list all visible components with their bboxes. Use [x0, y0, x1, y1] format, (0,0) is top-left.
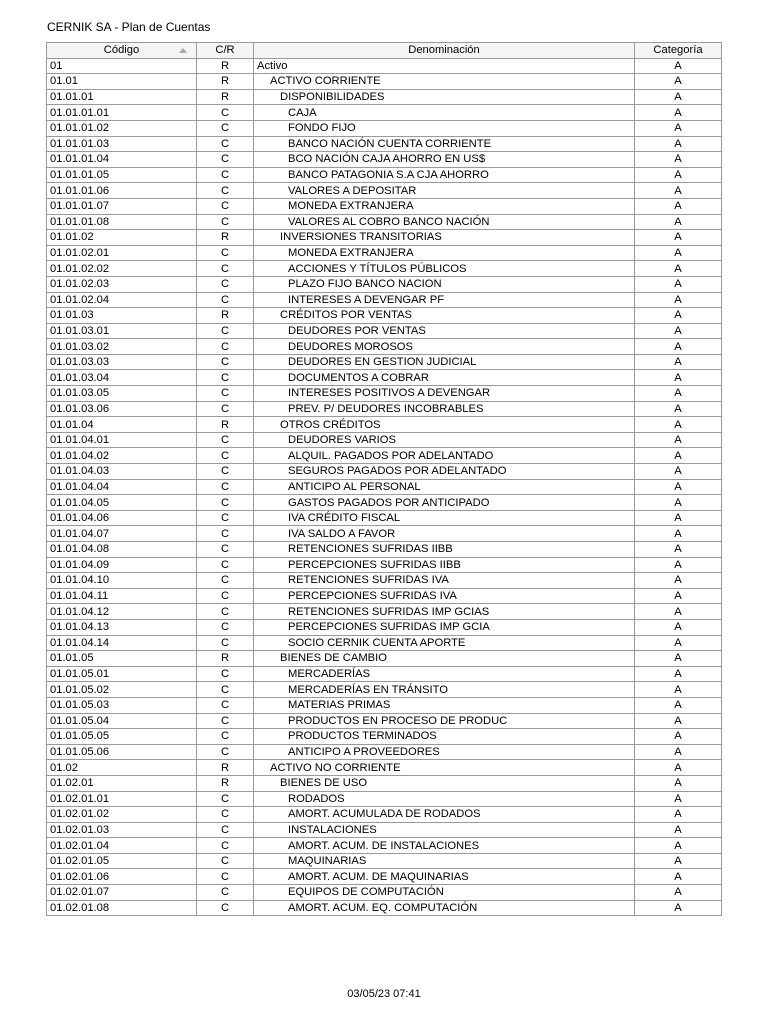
cell-categoria: A — [635, 697, 722, 713]
column-header-codigo[interactable] — [47, 43, 197, 59]
table-row[interactable] — [47, 136, 722, 152]
cell-categoria: A — [635, 214, 722, 230]
cell-categoria: A — [635, 885, 722, 901]
cell-code: 01.02.01.04 — [47, 838, 197, 854]
cell-denominacion: MONEDA EXTRANJERA — [254, 198, 635, 214]
cell-denominacion: BIENES DE CAMBIO — [254, 651, 635, 667]
cell-code: 01.01.04.05 — [47, 495, 197, 511]
cell-code: 01.02 — [47, 760, 197, 776]
cell-cr: C — [197, 885, 254, 901]
cell-code: 01.01.03.01 — [47, 323, 197, 339]
cell-cr: R — [197, 760, 254, 776]
cell-code: 01.01.04.10 — [47, 573, 197, 589]
column-header-label: C/R — [215, 44, 235, 57]
table-row[interactable] — [47, 885, 722, 901]
cell-code: 01.01.05.05 — [47, 729, 197, 745]
cell-categoria: A — [635, 495, 722, 511]
cell-code: 01.02.01.05 — [47, 853, 197, 869]
cell-denominacion: MAQUINARIAS — [254, 853, 635, 869]
cell-categoria: A — [635, 105, 722, 121]
cell-categoria: A — [635, 635, 722, 651]
table-row[interactable] — [47, 526, 722, 542]
cell-denominacion: ANTICIPO A PROVEEDORES — [254, 744, 635, 760]
cell-code: 01.02.01.02 — [47, 807, 197, 823]
column-header-denominacion[interactable] — [254, 43, 635, 59]
cell-categoria: A — [635, 339, 722, 355]
cell-denominacion: CRÉDITOS POR VENTAS — [254, 308, 635, 324]
cell-code: 01.01.02.01 — [47, 245, 197, 261]
cell-categoria: A — [635, 448, 722, 464]
cell-code: 01.01.02.03 — [47, 276, 197, 292]
cell-denominacion: BCO NACIÓN CAJA AHORRO EN US$ — [254, 152, 635, 168]
cell-cr: C — [197, 838, 254, 854]
cell-code: 01.01.05.02 — [47, 682, 197, 698]
table-row[interactable] — [47, 417, 722, 433]
cell-cr: C — [197, 323, 254, 339]
cell-denominacion: AMORT. ACUM. DE INSTALACIONES — [254, 838, 635, 854]
table-row[interactable] — [47, 152, 722, 168]
table-row[interactable] — [47, 682, 722, 698]
cell-cr: R — [197, 308, 254, 324]
cell-categoria: A — [635, 276, 722, 292]
cell-cr: C — [197, 136, 254, 152]
cell-cr: C — [197, 791, 254, 807]
cell-cr: C — [197, 510, 254, 526]
table-row[interactable] — [47, 401, 722, 417]
cell-cr: C — [197, 573, 254, 589]
cell-code: 01.01.03.06 — [47, 401, 197, 417]
cell-code: 01.02.01.08 — [47, 900, 197, 916]
table-row[interactable] — [47, 120, 722, 136]
table-row[interactable] — [47, 635, 722, 651]
cell-categoria: A — [635, 557, 722, 573]
column-header-label: Denominación — [408, 44, 480, 57]
cell-denominacion: MATERIAS PRIMAS — [254, 697, 635, 713]
table-row[interactable] — [47, 105, 722, 121]
cell-denominacion: IVA SALDO A FAVOR — [254, 526, 635, 542]
table-row[interactable] — [47, 666, 722, 682]
cell-cr: R — [197, 230, 254, 246]
cell-denominacion: GASTOS PAGADOS POR ANTICIPADO — [254, 495, 635, 511]
cell-cr: C — [197, 245, 254, 261]
cell-denominacion: PRODUCTOS EN PROCESO DE PRODUC — [254, 713, 635, 729]
cell-categoria: A — [635, 417, 722, 433]
cell-cr: R — [197, 58, 254, 74]
table-row[interactable] — [47, 853, 722, 869]
cell-denominacion: VALORES AL COBRO BANCO NACIÓN — [254, 214, 635, 230]
cell-categoria: A — [635, 245, 722, 261]
cell-code: 01.01.04.02 — [47, 448, 197, 464]
table-header — [47, 43, 722, 59]
table-row[interactable] — [47, 510, 722, 526]
cell-cr: C — [197, 292, 254, 308]
cell-denominacion: AMORT. ACUM. DE MAQUINARIAS — [254, 869, 635, 885]
cell-categoria: A — [635, 869, 722, 885]
table-row[interactable] — [47, 900, 722, 916]
cell-cr: C — [197, 167, 254, 183]
cell-cr: R — [197, 417, 254, 433]
cell-categoria: A — [635, 853, 722, 869]
table-row[interactable] — [47, 464, 722, 480]
cell-categoria: A — [635, 604, 722, 620]
cell-denominacion: BIENES DE USO — [254, 775, 635, 791]
cell-cr: C — [197, 464, 254, 480]
cell-denominacion: VALORES A DEPOSITAR — [254, 183, 635, 199]
cell-code: 01.01.04.01 — [47, 432, 197, 448]
cell-categoria: A — [635, 89, 722, 105]
cell-denominacion: RETENCIONES SUFRIDAS IVA — [254, 573, 635, 589]
cell-denominacion: DISPONIBILIDADES — [254, 89, 635, 105]
cell-cr: C — [197, 152, 254, 168]
column-header-categoria[interactable] — [635, 43, 722, 59]
cell-cr: C — [197, 276, 254, 292]
cell-cr: C — [197, 120, 254, 136]
print-timestamp: 03/05/23 07:41 — [347, 988, 421, 1000]
cell-denominacion: PERCEPCIONES SUFRIDAS IVA — [254, 588, 635, 604]
cell-code: 01.02.01.07 — [47, 885, 197, 901]
cell-cr: C — [197, 479, 254, 495]
cell-categoria: A — [635, 822, 722, 838]
cell-code: 01.02.01.01 — [47, 791, 197, 807]
table-row[interactable] — [47, 651, 722, 667]
cell-categoria: A — [635, 588, 722, 604]
cell-categoria: A — [635, 230, 722, 246]
cell-categoria: A — [635, 464, 722, 480]
cell-categoria: A — [635, 666, 722, 682]
cell-code: 01.01.05.06 — [47, 744, 197, 760]
table-row[interactable] — [47, 495, 722, 511]
cell-cr: C — [197, 853, 254, 869]
cell-cr: C — [197, 557, 254, 573]
cell-denominacion: DEUDORES MOROSOS — [254, 339, 635, 355]
table-row[interactable] — [47, 323, 722, 339]
cell-categoria: A — [635, 838, 722, 854]
cell-categoria: A — [635, 573, 722, 589]
cell-code: 01.01.04.12 — [47, 604, 197, 620]
cell-code: 01.02.01.06 — [47, 869, 197, 885]
table-row[interactable] — [47, 729, 722, 745]
cell-categoria: A — [635, 791, 722, 807]
cell-denominacion: PRODUCTOS TERMINADOS — [254, 729, 635, 745]
cell-categoria: A — [635, 744, 722, 760]
cell-categoria: A — [635, 167, 722, 183]
cell-cr: C — [197, 744, 254, 760]
table-row[interactable] — [47, 838, 722, 854]
cell-categoria: A — [635, 510, 722, 526]
table-row[interactable] — [47, 230, 722, 246]
cell-cr: C — [197, 105, 254, 121]
cell-code: 01.01.05 — [47, 651, 197, 667]
cell-code: 01.01.04 — [47, 417, 197, 433]
cell-denominacion: PERCEPCIONES SUFRIDAS IMP GCIA — [254, 619, 635, 635]
cell-denominacion: AMORT. ACUM. EQ. COMPUTACIÓN — [254, 900, 635, 916]
cell-code: 01.01.04.03 — [47, 464, 197, 480]
cell-code: 01.01.01.08 — [47, 214, 197, 230]
cell-categoria: A — [635, 729, 722, 745]
cell-denominacion: PERCEPCIONES SUFRIDAS IIBB — [254, 557, 635, 573]
cell-code: 01.02.01 — [47, 775, 197, 791]
table-row[interactable] — [47, 791, 722, 807]
table-row[interactable] — [47, 183, 722, 199]
cell-cr: C — [197, 370, 254, 386]
cell-denominacion: FONDO FIJO — [254, 120, 635, 136]
table-row[interactable] — [47, 542, 722, 558]
cell-code: 01.01.01 — [47, 89, 197, 105]
table-row[interactable] — [47, 339, 722, 355]
table-row[interactable] — [47, 604, 722, 620]
table-row[interactable] — [47, 448, 722, 464]
table-row[interactable] — [47, 713, 722, 729]
cell-cr: C — [197, 697, 254, 713]
cell-categoria: A — [635, 323, 722, 339]
table-row[interactable] — [47, 354, 722, 370]
cell-categoria: A — [635, 308, 722, 324]
cell-code: 01.01.01.02 — [47, 120, 197, 136]
cell-cr: C — [197, 542, 254, 558]
cell-denominacion: RETENCIONES SUFRIDAS IIBB — [254, 542, 635, 558]
table-row[interactable] — [47, 74, 722, 90]
cell-denominacion: INTERESES POSITIVOS A DEVENGAR — [254, 386, 635, 402]
cell-code: 01.01.01.01 — [47, 105, 197, 121]
cell-categoria: A — [635, 682, 722, 698]
cell-code: 01.01.02.02 — [47, 261, 197, 277]
cell-cr: C — [197, 401, 254, 417]
cell-denominacion: INVERSIONES TRANSITORIAS — [254, 230, 635, 246]
cell-cr: R — [197, 74, 254, 90]
table-body — [47, 58, 722, 916]
cell-denominacion: SOCIO CERNIK CUENTA APORTE — [254, 635, 635, 651]
cell-denominacion: DEUDORES POR VENTAS — [254, 323, 635, 339]
table-row[interactable] — [47, 744, 722, 760]
cell-cr: C — [197, 198, 254, 214]
cell-denominacion: MERCADERÍAS EN TRÁNSITO — [254, 682, 635, 698]
table-row[interactable] — [47, 386, 722, 402]
cell-categoria: A — [635, 619, 722, 635]
cell-categoria: A — [635, 354, 722, 370]
cell-cr: C — [197, 822, 254, 838]
cell-code: 01.01.04.11 — [47, 588, 197, 604]
table-row[interactable] — [47, 198, 722, 214]
cell-denominacion: ACCIONES Y TÍTULOS PÚBLICOS — [254, 261, 635, 277]
cell-code: 01.02.01.03 — [47, 822, 197, 838]
cell-cr: C — [197, 261, 254, 277]
cell-denominacion: RETENCIONES SUFRIDAS IMP GCIAS — [254, 604, 635, 620]
cell-categoria: A — [635, 386, 722, 402]
cell-categoria: A — [635, 651, 722, 667]
cell-categoria: A — [635, 198, 722, 214]
cell-denominacion: DOCUMENTOS A COBRAR — [254, 370, 635, 386]
cell-denominacion: SEGUROS PAGADOS POR ADELANTADO — [254, 464, 635, 480]
cell-code: 01.01.05.04 — [47, 713, 197, 729]
cell-code: 01.01.03.02 — [47, 339, 197, 355]
cell-denominacion: EQUIPOS DE COMPUTACIÓN — [254, 885, 635, 901]
table-row[interactable] — [47, 760, 722, 776]
table-row[interactable] — [47, 89, 722, 105]
cell-denominacion: ALQUIL. PAGADOS POR ADELANTADO — [254, 448, 635, 464]
cell-denominacion: AMORT. ACUMULADA DE RODADOS — [254, 807, 635, 823]
cell-denominacion: PLAZO FIJO BANCO NACION — [254, 276, 635, 292]
cell-code: 01.01.04.08 — [47, 542, 197, 558]
cell-code: 01.01.04.13 — [47, 619, 197, 635]
column-header-label: Categoría — [653, 44, 703, 57]
cell-code: 01.01.04.06 — [47, 510, 197, 526]
cell-code: 01.01.03.05 — [47, 386, 197, 402]
cell-denominacion: INTERESES A DEVENGAR PF — [254, 292, 635, 308]
table-row[interactable] — [47, 588, 722, 604]
cell-cr: C — [197, 588, 254, 604]
cell-code: 01.01.03.03 — [47, 354, 197, 370]
column-header-cr[interactable] — [197, 43, 254, 59]
table-row[interactable] — [47, 479, 722, 495]
cell-cr: C — [197, 432, 254, 448]
table-row[interactable] — [47, 58, 722, 74]
cell-cr: C — [197, 214, 254, 230]
accounts-table — [46, 42, 722, 916]
table-row[interactable] — [47, 573, 722, 589]
cell-categoria: A — [635, 760, 722, 776]
cell-code: 01.01.04.09 — [47, 557, 197, 573]
cell-categoria: A — [635, 542, 722, 558]
cell-cr: C — [197, 869, 254, 885]
column-header-label: Código — [103, 44, 140, 57]
cell-code: 01.01.04.04 — [47, 479, 197, 495]
cell-categoria: A — [635, 807, 722, 823]
table-row[interactable] — [47, 370, 722, 386]
cell-code: 01.01.01.07 — [47, 198, 197, 214]
cell-categoria: A — [635, 401, 722, 417]
sort-ascending-icon[interactable] — [179, 48, 187, 53]
cell-categoria: A — [635, 713, 722, 729]
cell-cr: R — [197, 89, 254, 105]
cell-code: 01.01.02.04 — [47, 292, 197, 308]
cell-denominacion: ACTIVO CORRIENTE — [254, 74, 635, 90]
cell-denominacion: MONEDA EXTRANJERA — [254, 245, 635, 261]
cell-categoria: A — [635, 370, 722, 386]
cell-categoria: A — [635, 58, 722, 74]
cell-denominacion: CAJA — [254, 105, 635, 121]
cell-code: 01.01.03 — [47, 308, 197, 324]
cell-code: 01.01.05.01 — [47, 666, 197, 682]
cell-denominacion: MERCADERÍAS — [254, 666, 635, 682]
cell-cr: C — [197, 713, 254, 729]
cell-denominacion: BANCO PATAGONIA S.A CJA AHORRO — [254, 167, 635, 183]
table-row[interactable] — [47, 432, 722, 448]
cell-categoria: A — [635, 183, 722, 199]
cell-code: 01.01.02 — [47, 230, 197, 246]
table-row[interactable] — [47, 167, 722, 183]
cell-denominacion: OTROS CRÉDITOS — [254, 417, 635, 433]
cell-categoria: A — [635, 526, 722, 542]
cell-cr: C — [197, 495, 254, 511]
table-row[interactable] — [47, 214, 722, 230]
cell-denominacion: Activo — [254, 58, 635, 74]
cell-cr: C — [197, 183, 254, 199]
table-row[interactable] — [47, 822, 722, 838]
cell-code: 01.01.01.03 — [47, 136, 197, 152]
window-title: CERNIK SA - Plan de Cuentas — [47, 20, 211, 34]
table-row[interactable] — [47, 292, 722, 308]
cell-code: 01 — [47, 58, 197, 74]
table-row[interactable] — [47, 869, 722, 885]
cell-cr: C — [197, 729, 254, 745]
cell-categoria: A — [635, 775, 722, 791]
cell-cr: C — [197, 807, 254, 823]
cell-denominacion: DEUDORES EN GESTION JUDICIAL — [254, 354, 635, 370]
cell-denominacion: ANTICIPO AL PERSONAL — [254, 479, 635, 495]
cell-cr: C — [197, 339, 254, 355]
cell-cr: C — [197, 386, 254, 402]
cell-cr: C — [197, 682, 254, 698]
table-row[interactable] — [47, 775, 722, 791]
cell-code: 01.01.04.14 — [47, 635, 197, 651]
cell-code: 01.01.04.07 — [47, 526, 197, 542]
table-row[interactable] — [47, 276, 722, 292]
cell-code: 01.01.01.04 — [47, 152, 197, 168]
cell-categoria: A — [635, 261, 722, 277]
cell-cr: C — [197, 619, 254, 635]
cell-denominacion: RODADOS — [254, 791, 635, 807]
cell-categoria: A — [635, 152, 722, 168]
cell-cr: C — [197, 526, 254, 542]
cell-cr: C — [197, 604, 254, 620]
cell-denominacion: INSTALACIONES — [254, 822, 635, 838]
cell-categoria: A — [635, 900, 722, 916]
cell-denominacion: IVA CRÉDITO FISCAL — [254, 510, 635, 526]
cell-cr: C — [197, 635, 254, 651]
cell-categoria: A — [635, 136, 722, 152]
cell-cr: C — [197, 900, 254, 916]
table-row[interactable] — [47, 261, 722, 277]
cell-code: 01.01 — [47, 74, 197, 90]
cell-categoria: A — [635, 432, 722, 448]
cell-denominacion: BANCO NACIÓN CUENTA CORRIENTE — [254, 136, 635, 152]
cell-denominacion: DEUDORES VARIOS — [254, 432, 635, 448]
cell-code: 01.01.05.03 — [47, 697, 197, 713]
cell-denominacion: ACTIVO NO CORRIENTE — [254, 760, 635, 776]
cell-categoria: A — [635, 479, 722, 495]
table-row[interactable] — [47, 245, 722, 261]
cell-cr: C — [197, 448, 254, 464]
cell-code: 01.01.03.04 — [47, 370, 197, 386]
table-row[interactable] — [47, 308, 722, 324]
cell-categoria: A — [635, 74, 722, 90]
cell-cr: C — [197, 666, 254, 682]
table-row[interactable] — [47, 619, 722, 635]
table-row[interactable] — [47, 807, 722, 823]
table-row[interactable] — [47, 557, 722, 573]
cell-categoria: A — [635, 292, 722, 308]
cell-code: 01.01.01.05 — [47, 167, 197, 183]
cell-cr: R — [197, 651, 254, 667]
cell-cr: C — [197, 354, 254, 370]
cell-code: 01.01.01.06 — [47, 183, 197, 199]
cell-categoria: A — [635, 120, 722, 136]
cell-cr: R — [197, 775, 254, 791]
table-row[interactable] — [47, 697, 722, 713]
cell-denominacion: PREV. P/ DEUDORES INCOBRABLES — [254, 401, 635, 417]
